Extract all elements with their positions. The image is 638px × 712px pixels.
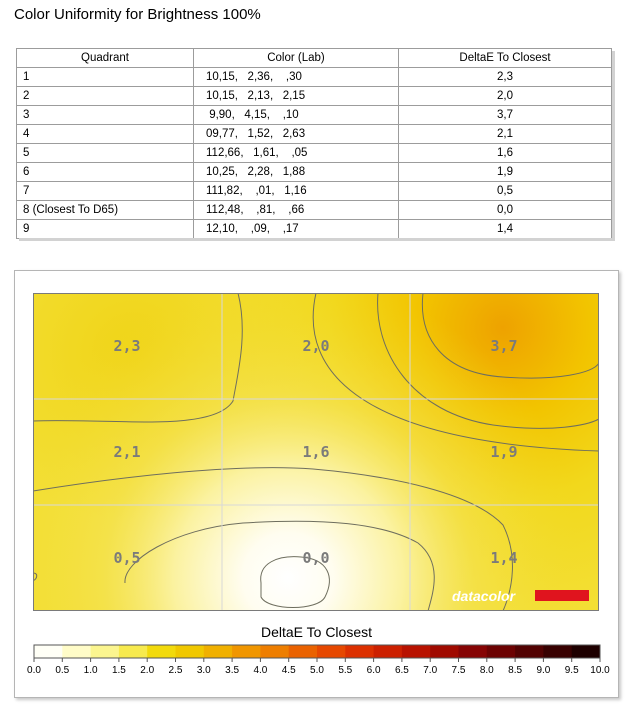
scale-tick-label: 9.0 <box>536 665 551 676</box>
cell-quadrant: 2 <box>17 87 194 106</box>
scale-tick-label: 0.5 <box>55 665 70 676</box>
cell-value-label: 2,0 <box>302 337 330 355</box>
scale-swatch <box>402 645 431 658</box>
table-row <box>17 182 612 201</box>
table-row <box>17 201 612 220</box>
scale-swatch <box>34 645 63 658</box>
table-row <box>17 125 612 144</box>
scale-swatch <box>62 645 91 658</box>
scale-swatch <box>147 645 176 658</box>
color-scale <box>15 641 618 681</box>
scale-tick-label: 0.0 <box>27 665 41 676</box>
scale-tick-label: 6.5 <box>394 665 409 676</box>
scale-tick-label: 1.0 <box>83 665 98 676</box>
scale-tick-label: 4.0 <box>253 665 268 676</box>
scale-swatch <box>289 645 318 658</box>
table-shadow <box>612 51 615 240</box>
scale-swatch <box>91 645 120 658</box>
cell-quadrant: 5 <box>17 144 194 163</box>
scale-tick-label: 8.5 <box>508 665 523 676</box>
cell-delta: 1,6 <box>399 144 612 163</box>
col-header-delta: DeltaE To Closest <box>399 49 612 68</box>
cell-color-lab: 112,66, 1,61, ,05 <box>194 144 399 163</box>
cell-quadrant: 8 (Closest To D65) <box>17 201 194 220</box>
scale-tick-label: 8.0 <box>479 665 494 676</box>
uniformity-heatmap <box>33 293 599 611</box>
datacolor-logo-bar <box>535 590 589 601</box>
scale-tick-label: 3.0 <box>196 665 211 676</box>
scale-tick-label: 10.0 <box>590 665 610 676</box>
col-header-quadrant: Quadrant <box>17 49 194 68</box>
datacolor-logo-text: datacolor <box>452 588 516 604</box>
cell-delta: 2,3 <box>399 68 612 87</box>
scale-swatch <box>204 645 233 658</box>
cell-delta: 2,0 <box>399 87 612 106</box>
cell-value-label: 3,7 <box>490 337 518 355</box>
cell-color-lab: 12,10, ,09, ,17 <box>194 220 399 239</box>
cell-color-lab: 112,48, ,81, ,66 <box>194 201 399 220</box>
cell-color-lab: 09,77, 1,52, 2,63 <box>194 125 399 144</box>
cell-quadrant: 4 <box>17 125 194 144</box>
cell-value-label: 2,3 <box>113 337 141 355</box>
cell-color-lab: 9,90, 4,15, ,10 <box>194 106 399 125</box>
table-row <box>17 68 612 87</box>
table-row <box>17 87 612 106</box>
table-row <box>17 163 612 182</box>
cell-delta: 3,7 <box>399 106 612 125</box>
cell-delta: 1,4 <box>399 220 612 239</box>
scale-tick-label: 5.5 <box>338 665 353 676</box>
cell-color-lab: 10,15, 2,13, 2,15 <box>194 87 399 106</box>
col-header-color: Color (Lab) <box>194 49 399 68</box>
table-body <box>17 68 612 239</box>
cell-color-lab: 111,82, ,01, 1,16 <box>194 182 399 201</box>
table-row <box>17 220 612 239</box>
scale-swatch <box>232 645 261 658</box>
scale-swatch <box>374 645 403 658</box>
table-row <box>17 106 612 125</box>
table-shadow <box>19 238 615 241</box>
scale-swatch <box>487 645 516 658</box>
scale-tick-label: 7.0 <box>423 665 438 676</box>
cell-delta: 1,9 <box>399 163 612 182</box>
cell-value-label: 0,0 <box>302 549 330 567</box>
scale-tick-label: 1.5 <box>111 665 126 676</box>
table-header-row <box>17 49 612 68</box>
legend-title: DeltaE To Closest <box>260 624 372 640</box>
scale-swatch <box>459 645 488 658</box>
cell-value-label: 0,5 <box>113 549 141 567</box>
scale-tick-label: 4.5 <box>281 665 296 676</box>
scale-tick-label: 6.0 <box>366 665 381 676</box>
scale-tick-label: 5.0 <box>310 665 324 676</box>
scale-swatches <box>34 645 601 658</box>
cell-value-label: 1,6 <box>302 443 330 461</box>
uniformity-chart-panel <box>14 270 619 698</box>
scale-swatch <box>430 645 459 658</box>
cell-quadrant: 1 <box>17 68 194 87</box>
scale-swatch <box>515 645 544 658</box>
cell-delta: 2,1 <box>399 125 612 144</box>
scale-tick-label: 2.5 <box>168 665 183 676</box>
scale-tick-label: 9.5 <box>564 665 579 676</box>
page-title: Color Uniformity for Brightness 100% <box>14 6 261 23</box>
scale-swatch <box>260 645 289 658</box>
scale-swatch <box>572 645 601 658</box>
scale-swatch <box>543 645 572 658</box>
scale-tick-label: 7.5 <box>451 665 466 676</box>
uniformity-table <box>16 48 612 239</box>
cell-quadrant: 6 <box>17 163 194 182</box>
scale-labels <box>27 658 610 676</box>
cell-quadrant: 3 <box>17 106 194 125</box>
cell-delta: 0,0 <box>399 201 612 220</box>
table-row <box>17 144 612 163</box>
scale-swatch <box>345 645 374 658</box>
cell-quadrant: 9 <box>17 220 194 239</box>
scale-swatch <box>119 645 148 658</box>
cell-color-lab: 10,15, 2,36, ,30 <box>194 68 399 87</box>
cell-value-label: 1,9 <box>490 443 518 461</box>
scale-swatch <box>176 645 205 658</box>
cell-value-label: 2,1 <box>113 443 141 461</box>
scale-tick-label: 2.0 <box>140 665 155 676</box>
scale-swatch <box>317 645 346 658</box>
cell-delta: 0,5 <box>399 182 612 201</box>
cell-color-lab: 10,25, 2,28, 1,88 <box>194 163 399 182</box>
scale-tick-label: 3.5 <box>225 665 240 676</box>
cell-value-label: 1,4 <box>490 549 518 567</box>
cell-quadrant: 7 <box>17 182 194 201</box>
